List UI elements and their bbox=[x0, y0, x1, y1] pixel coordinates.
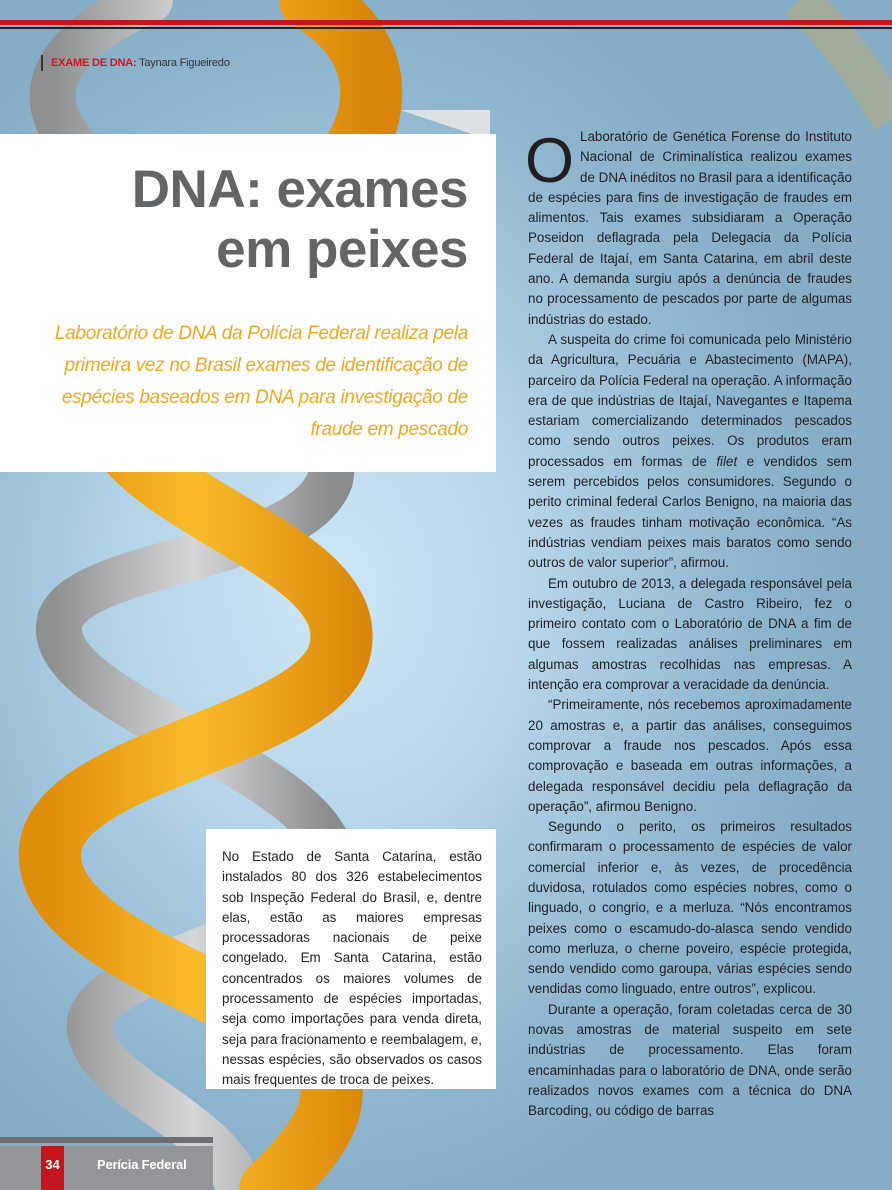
paragraph-2: A suspeita do crime foi comunicada pelo Ministério da Agricultura, Pecuária e Abastecimento (MAPA), parceiro da Polícia Federal na operação. A informação era de que indústrias de Itajaí, Navegantes e Itapema estariam comercializando determinados pescados como sendo outros peixes. Os produtos eram processados em formas de filet e vendidos sem serem percebidos pelos consumidores. Segundo o perito criminal federal Carlos Benigno, na maioria das vezes as fraudes tinham motivação econômica. “As indústrias vendiam peixes mais baratos como sendo outros de valor superior”, afirmou. bbox=[528, 331, 852, 571]
publication-name: Perícia Federal bbox=[97, 1157, 187, 1172]
footer-rule bbox=[0, 1137, 213, 1143]
paragraph-6: Durante a operação, foram coletadas cerca de 30 novas amostras de material suspeito em sete indústrias de processamento. Elas foram encaminhadas para o laboratório de DNA, onde serão realizados novos exames com a técnica do DNA Barcoding, ou código de barras bbox=[528, 1001, 852, 1119]
paragraph-5: Segundo o perito, os primeiros resultados confirmaram o processamento de espécies de valor comercial inferior e, às vezes, de procedência duvidosa, rotulados como espécies nobres, como o linguado, o congrio, e a merluza. “Nós encontramos peixes como o escamudo-do-alasca sendo vendido como merluza, o cherne poveiro, espécie protegida, sendo vendido como garoupa, várias espécies sendo vendidas como linguado, entre outros”, explicou. bbox=[528, 819, 852, 997]
page-number: 34 bbox=[41, 1146, 64, 1190]
article-title bbox=[132, 160, 468, 280]
article-body bbox=[525, 126, 852, 1122]
paragraph-4: “Primeiramente, nós recebemos aproximadamente 20 amostras e, a partir das análises, conseguimos comprovar a fraude nos pescados. Após essa comprovação e baseada em outras informações, a delegada responsável decidiu pela deflagração da operação”, afirmou Benigno. bbox=[528, 697, 852, 814]
section-label: EXAME DE DNA: bbox=[51, 57, 137, 69]
header-black-rule bbox=[0, 27, 892, 29]
sidebar-box bbox=[206, 829, 496, 1089]
sidebar-text: No Estado de Santa Catarina, estão instalados 80 dos 326 estabelecimentos sob Inspeção Federal do Brasil, e, dentre elas, estão as maiores empresas processadoras nacionais de peixe congelado. Em Santa Catarina, estão concentrados os maiores volumes de processamento de espécies importadas, seja como importações para venda direta, seja para fracionamento e reembalagem, e, nessas espécies, são observados os casos mais frequentes de troca de peixes. bbox=[222, 849, 482, 1088]
header-red-rule bbox=[0, 20, 892, 25]
article-subtitle: Laboratório de DNA da Polícia Federal realiza pela primeira vez no Brasil exames de identificação de espécies baseados em DNA para investigação de fraude em pescado bbox=[54, 323, 468, 440]
title-line-1: DNA: exames bbox=[131, 160, 468, 219]
section-kicker bbox=[41, 55, 230, 71]
paragraph-1: O Laboratório de Genética Forense do Instituto Nacional de Criminalística realizou exames de DNA inéditos no Brasil para a identificação de espécies para fins de investigação de fraudes em alimentos. Tais exames subsidiaram a Operação Poseidon deflagrada pela Delegacia da Polícia Federal de Itajaí, em Santa Catarina, em abril deste ano. A demanda surgiu após a denúncia de fraudes no processamento de pescados por parte de algumas indústrias do estado. bbox=[525, 126, 852, 327]
drop-cap: O bbox=[525, 126, 575, 196]
author-name: Taynara Figueiredo bbox=[139, 57, 230, 69]
title-line-2: em peixes bbox=[216, 220, 468, 279]
title-box bbox=[0, 134, 496, 472]
paragraph-3: Em outubro de 2013, a delegada responsável pela investigação, Luciana de Castro Ribeiro, fez o primeiro contato com o Laboratório de DNA a fim de que fossem realizadas análises preliminares em algumas amostras recolhidas nas empresas. A intenção era comprovar a veracidade da denúncia. bbox=[528, 575, 852, 693]
